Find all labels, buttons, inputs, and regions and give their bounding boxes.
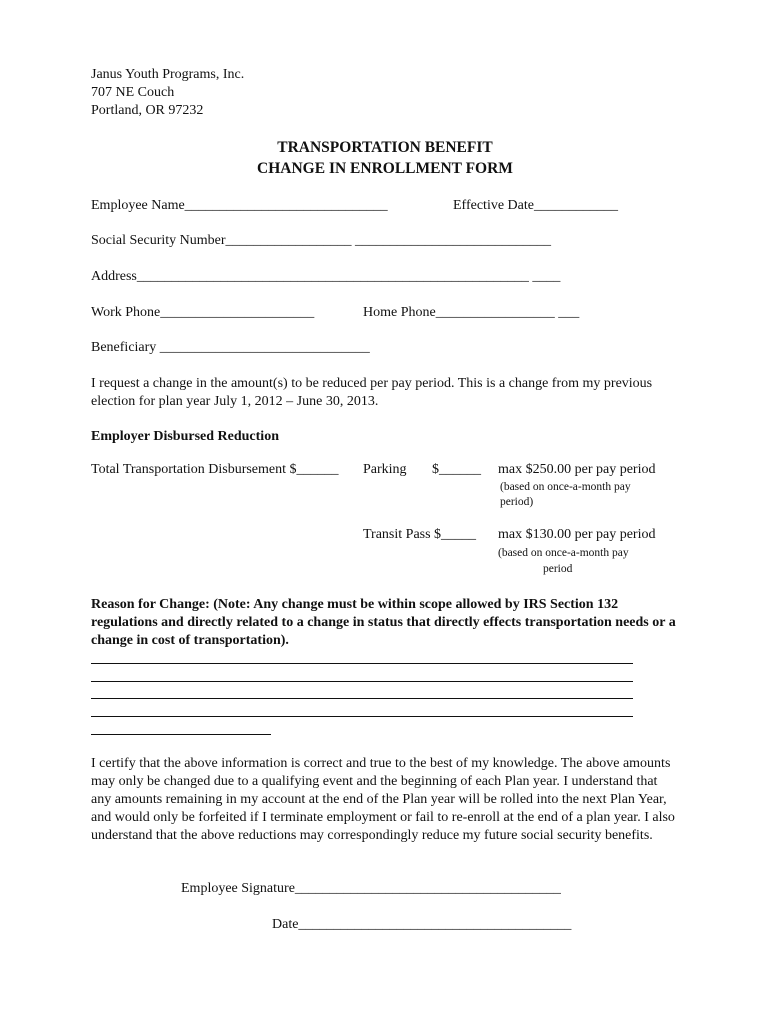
request-paragraph: I request a change in the amount(s) to be reduced per pay period. This is a change from my previous election for plan year July 1, 2012 – June 30, 2013. bbox=[91, 376, 653, 409]
transit-max-text: max $130.00 per pay period bbox=[498, 527, 656, 542]
parking-label: Parking bbox=[363, 462, 407, 477]
ssn-field[interactable]: Social Security Number__________________ ____________________________ bbox=[91, 233, 552, 248]
signature-date-field[interactable]: Date_______________________________________ bbox=[272, 917, 572, 932]
parking-note-line-2: period) bbox=[500, 496, 534, 508]
org-city: Portland, OR 97232 bbox=[91, 103, 204, 118]
form-title-line-1: TRANSPORTATION BENEFIT bbox=[277, 139, 493, 156]
reason-line-5[interactable] bbox=[91, 734, 271, 735]
reason-line-4[interactable] bbox=[91, 716, 633, 717]
reason-line-1[interactable] bbox=[91, 663, 633, 664]
effective-date-field[interactable]: Effective Date____________ bbox=[453, 198, 618, 213]
employee-signature-field[interactable]: Employee Signature______________________________________ bbox=[181, 881, 561, 896]
reason-line-2[interactable] bbox=[91, 681, 633, 682]
transit-pass-field[interactable]: Transit Pass $_____ bbox=[363, 527, 477, 542]
transit-note-line-2: period bbox=[543, 563, 573, 575]
transit-note-line-1: (based on once-a-month pay bbox=[498, 547, 629, 559]
work-phone-field[interactable]: Work Phone______________________ bbox=[91, 305, 315, 320]
address-field[interactable]: Address________________________________________________________ ____ bbox=[91, 269, 561, 284]
employee-name-field[interactable]: Employee Name_____________________________ bbox=[91, 198, 388, 213]
form-title-line-2: CHANGE IN ENROLLMENT FORM bbox=[257, 160, 513, 177]
beneficiary-field[interactable]: Beneficiary ______________________________ bbox=[91, 340, 370, 355]
reason-line-3[interactable] bbox=[91, 698, 633, 699]
certification-paragraph: I certify that the above information is correct and true to the best of my knowledge. The above amounts may only be changed due to a qualifying event and the beginning of each Plan year. I understand that any amounts remaining in my account at the end of the Plan year will be rolled into the next Plan Year, and would only be forfeited if I terminate employment or fail to re-enroll at the end of a plan year. I also understand that the above reductions may correspondingly reduce my future social security benefits. bbox=[91, 756, 675, 843]
home-phone-field[interactable]: Home Phone_________________ ___ bbox=[363, 305, 580, 320]
employer-section-heading: Employer Disbursed Reduction bbox=[91, 429, 279, 444]
org-street: 707 NE Couch bbox=[91, 85, 175, 100]
org-name: Janus Youth Programs, Inc. bbox=[91, 67, 245, 82]
reason-paragraph: Reason for Change: (Note: Any change must be within scope allowed by IRS Section 132 regulations and directly related to a change in status that directly effects transportation needs or a change in cost of transportation). bbox=[91, 597, 676, 648]
parking-max-text: max $250.00 per pay period bbox=[498, 462, 656, 477]
total-disbursement-field[interactable]: Total Transportation Disbursement $______ bbox=[91, 462, 339, 477]
parking-note-line-1: (based on once-a-month pay bbox=[500, 481, 631, 493]
parking-amount-field[interactable]: $______ bbox=[432, 462, 481, 477]
